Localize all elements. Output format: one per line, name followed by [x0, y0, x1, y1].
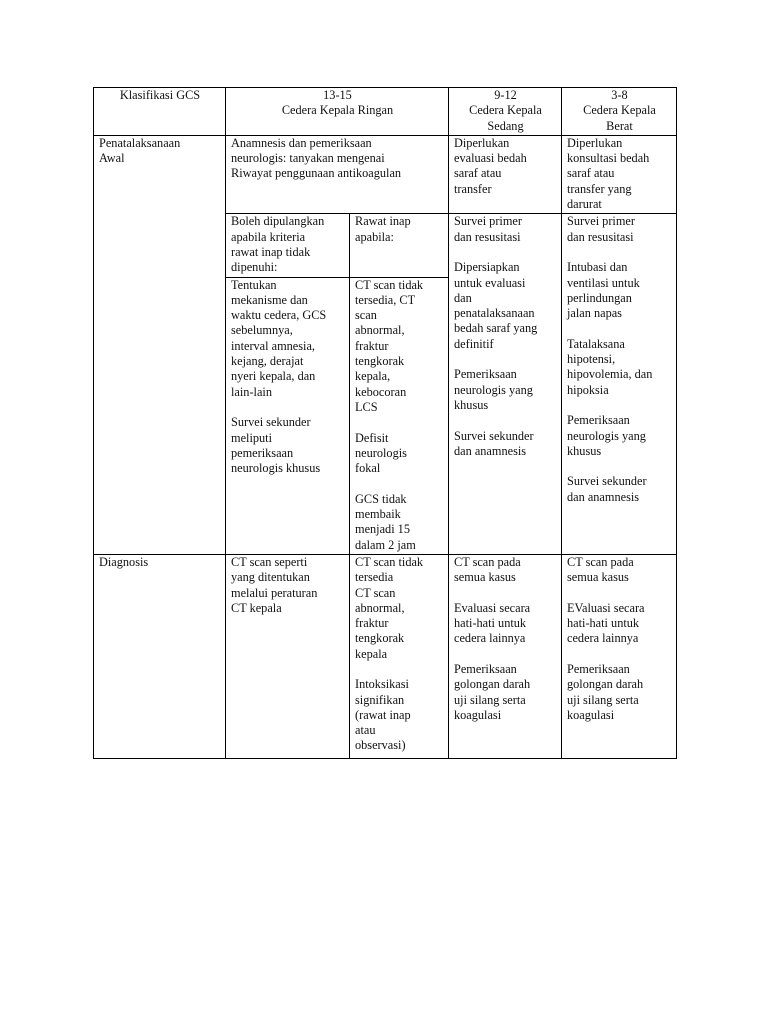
- initial-management-label: Penatalaksanaan Awal: [94, 135, 226, 554]
- initial-management-row: [94, 135, 677, 213]
- header-row: [94, 88, 677, 136]
- moderate-management-steps: Survei primer dan resusitasi Dipersiapkan untuk evaluasi dan penatalaksanaan bedah saraf yang definitif Pemeriksaan neurologis yang khusus Survei sekunder dan anamnesis: [449, 214, 562, 555]
- header-severe: 3-8 Cedera Kepala Berat: [562, 88, 677, 136]
- discharge-criteria: Boleh dipulangkan apabila kriteria rawat inap tidak dipenuhi:: [226, 214, 350, 277]
- diagnosis-row: [94, 554, 677, 758]
- mild-admit-diagnosis: CT scan tidak tersedia CT scan abnormal, fraktur tengkorak kepala Intoksikasi signifikan (rawat inap atau observasi): [350, 554, 449, 758]
- header-classification: Klasifikasi GCS: [94, 88, 226, 136]
- admit-criteria: Rawat inap apabila:: [350, 214, 449, 277]
- header-mild: 13-15 Cedera Kepala Ringan: [226, 88, 449, 136]
- mild-discharge-diagnosis: CT scan seperti yang ditentukan melalui peraturan CT kepala: [226, 554, 350, 758]
- moderate-initial-management: Diperlukan evaluasi bedah saraf atau transfer: [449, 135, 562, 213]
- header-moderate: 9-12 Cedera Kepala Sedang: [449, 88, 562, 136]
- severe-diagnosis: CT scan pada semua kasus EValuasi secara hati-hati untuk cedera lainnya Pemeriksaan golongan darah uji silang serta koagulasi: [562, 554, 677, 758]
- severe-management-steps: Survei primer dan resusitasi Intubasi dan ventilasi untuk perlindungan jalan napas Tatalaksana hipotensi, hipovolemia, dan hipoksia Pemeriksaan neurologis yang khusus Survei sekunder dan anamnesis: [562, 214, 677, 555]
- gcs-classification-table: [93, 87, 677, 759]
- discharge-details: Tentukan mekanisme dan waktu cedera, GCS sebelumnya, interval amnesia, kejang, derajat nyeri kepala, dan lain-lain Survei sekunder meliputi pemeriksaan neurologis khusus: [226, 277, 350, 554]
- diagnosis-label: Diagnosis: [94, 554, 226, 758]
- mild-initial-management: Anamnesis dan pemeriksaan neurologis: tanyakan mengenai Riwayat penggunaan antikoagulan: [226, 135, 449, 213]
- admit-details: CT scan tidak tersedia, CT scan abnormal, fraktur tengkorak kepala, kebocoran LCS Defisit neurologis fokal GCS tidak membaik menjadi 15 dalam 2 jam: [350, 277, 449, 554]
- severe-initial-management: Diperlukan konsultasi bedah saraf atau transfer yang darurat: [562, 135, 677, 213]
- moderate-diagnosis: CT scan pada semua kasus Evaluasi secara hati-hati untuk cedera lainnya Pemeriksaan golongan darah uji silang serta koagulasi: [449, 554, 562, 758]
